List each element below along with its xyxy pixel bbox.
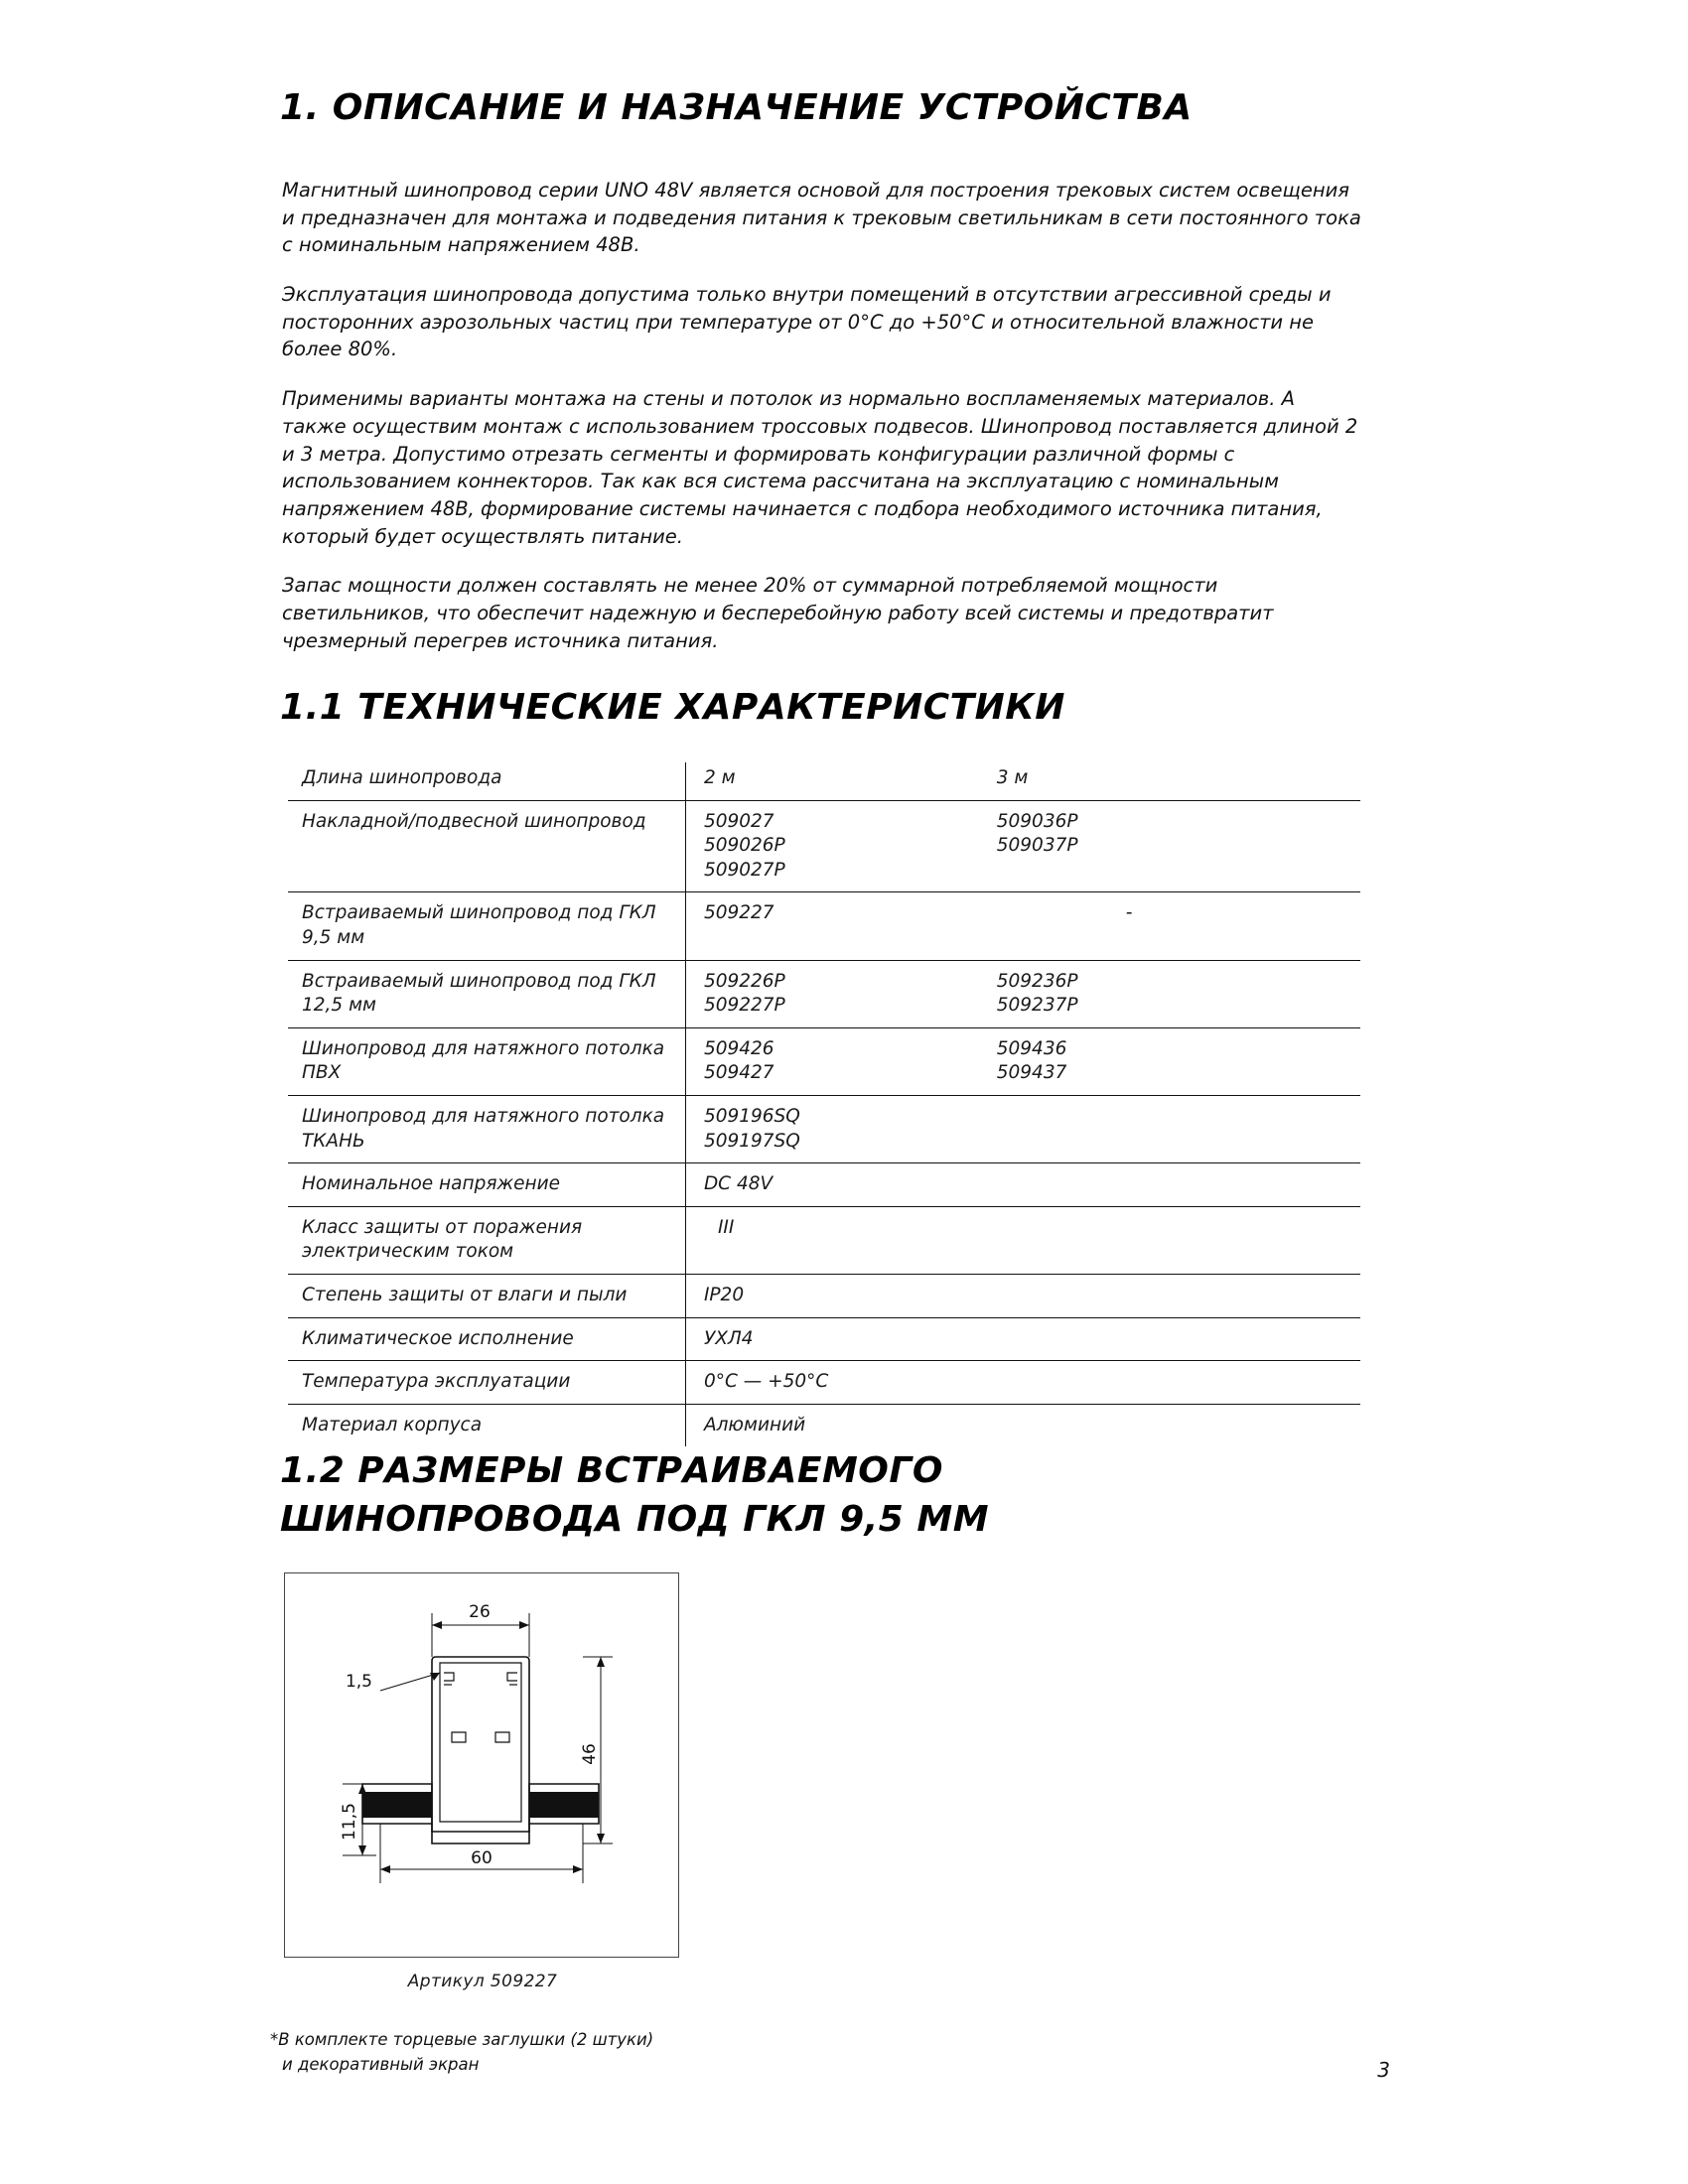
row-col1	[685, 800, 990, 892]
row-col2	[991, 892, 1360, 960]
row-col1	[685, 1163, 990, 1207]
value-line: 509237Р	[996, 995, 1078, 1017]
dim-26-label: 26	[469, 1602, 491, 1622]
table-row	[288, 1317, 1360, 1361]
page-number: 3	[1377, 2058, 1390, 2082]
row-label: Степень защиты от влаги и пыли	[288, 1274, 685, 1317]
table-row	[288, 1404, 1360, 1446]
row-label: Шинопровод для натяжного потолка ТКАНЬ	[288, 1095, 685, 1162]
table-row	[288, 800, 1360, 892]
value-line: 509437	[996, 1062, 1067, 1084]
value-line: 509036Р	[996, 810, 1078, 832]
row-label: Номинальное напряжение	[288, 1163, 685, 1207]
row-col2	[991, 1361, 1360, 1405]
value-line: IP20	[703, 1284, 745, 1305]
row-col2	[991, 800, 1360, 892]
value-line: 509236Р	[996, 970, 1078, 992]
table-row	[288, 1274, 1360, 1317]
row-col2	[991, 1095, 1360, 1162]
row-col2	[991, 960, 1360, 1027]
row-col1	[685, 1206, 990, 1274]
dim-1-5-label: 1,5	[345, 1672, 372, 1692]
value-line: 509227Р	[703, 995, 785, 1017]
dim-11-5-label: 11,5	[340, 1803, 359, 1841]
value-line: 509197SQ	[703, 1130, 800, 1152]
dimensions-title-line1: 1.2 РАЗМЕРЫ ВСТРАИВАЕМОГО	[280, 1450, 943, 1491]
row-label: Встраиваемый шинопровод под ГКЛ 12,5 мм	[288, 960, 685, 1027]
value-line: УХЛ4	[703, 1327, 754, 1349]
row-col2	[991, 1206, 1360, 1274]
row-label: Встраиваемый шинопровод под ГКЛ 9,5 мм	[288, 892, 685, 960]
table-header-label: Длина шинопровода	[288, 762, 685, 800]
row-col2	[991, 1274, 1360, 1317]
profile-cross-section-svg	[285, 1573, 678, 1957]
value-line: 509226Р	[703, 970, 785, 992]
footnote-line-2: и декоративный экран	[282, 2054, 480, 2074]
section-title-dimensions	[280, 1447, 1035, 1544]
drawing-caption: Артикул 509227	[407, 1972, 558, 1991]
footnote	[270, 2028, 653, 2078]
paragraph-1: Магнитный шинопровод серии UNO 48V является основой для построения трековых систем освещения и предназначен для монтажа и подведения питания к трековым светильникам в сети постоянного тока с номинальным напряжением 48В.	[282, 179, 1361, 257]
row-label: Климатическое исполнение	[288, 1317, 685, 1361]
table-row	[288, 1163, 1360, 1207]
footnote-line-1: *В комплекте торцевые заглушки (2 штуки)	[270, 2030, 654, 2049]
table-header-col2: 3 м	[991, 762, 1360, 800]
row-col1	[685, 1317, 990, 1361]
table-row	[288, 1027, 1360, 1095]
page-title: 1. ОПИСАНИЕ И НАЗНАЧЕНИЕ УСТРОЙСТВА	[280, 87, 1193, 128]
value-line: 509196SQ	[703, 1105, 800, 1127]
table-header-row	[288, 762, 1360, 800]
row-col2	[991, 1317, 1360, 1361]
value-line: 509427	[703, 1062, 774, 1084]
value-line: DC 48V	[703, 1173, 774, 1195]
row-col1	[685, 960, 990, 1027]
paragraph-4: Запас мощности должен составлять не менее 20% от суммарной потребляемой мощности светильников, что обеспечит надежную и бесперебойную работу всей системы и предотвратит чрезмерный перегрев источника питания.	[282, 574, 1274, 652]
value-line: 0°С — +50°С	[703, 1371, 829, 1393]
dim-46-label: 46	[580, 1743, 600, 1765]
row-col2	[991, 1163, 1360, 1207]
table-row	[288, 960, 1360, 1027]
row-col2	[991, 1404, 1360, 1446]
value-line: 509037Р	[996, 835, 1078, 857]
row-label: Класс защиты от поражения электрическим током	[288, 1206, 685, 1274]
row-col1	[685, 1361, 990, 1405]
dimensions-title-line2: ШИНОПРОВОДА ПОД ГКЛ 9,5 ММ	[280, 1498, 990, 1540]
technical-specifications-table	[288, 762, 1360, 1446]
table-row	[288, 892, 1360, 960]
row-label: Накладной/подвесной шинопровод	[288, 800, 685, 892]
paragraph-2: Эксплуатация шинопровода допустима только внутри помещений в отсутствии агрессивной среды и посторонних аэрозольных частиц при температуре от 0°С до +50°С и относительной влажности не более 80%.	[282, 283, 1332, 361]
value-line: 509227	[703, 902, 774, 924]
row-label: Шинопровод для натяжного потолка ПВХ	[288, 1027, 685, 1095]
dimension-drawing-block	[284, 1572, 681, 1991]
value-line: 509027Р	[703, 859, 785, 881]
row-col1	[685, 1027, 990, 1095]
table-row	[288, 1095, 1360, 1162]
row-label: Материал корпуса	[302, 1414, 483, 1435]
table-row	[288, 1361, 1360, 1405]
value-line: -	[1125, 902, 1133, 924]
value-line: 509426	[703, 1037, 774, 1059]
value-line: 509027	[703, 810, 774, 832]
value-line: 509026Р	[703, 835, 785, 857]
table-header-col1: 2 м	[685, 762, 990, 800]
row-label: Температура эксплуатации	[288, 1361, 685, 1405]
table-row	[288, 1206, 1360, 1274]
row-col1	[685, 1095, 990, 1162]
row-col1	[685, 892, 990, 960]
value-line: 509436	[996, 1037, 1067, 1059]
section-title-technical-specs: 1.1 ТЕХНИЧЕСКИЕ ХАРАКТЕРИСТИКИ	[280, 687, 1065, 728]
value-line: Алюминий	[703, 1414, 806, 1435]
row-col1	[685, 1274, 990, 1317]
dim-60-label: 60	[471, 1848, 492, 1868]
dimension-drawing	[284, 1572, 679, 1958]
value-line: III	[717, 1216, 735, 1238]
row-col2	[991, 1027, 1360, 1095]
intro-paragraphs	[282, 177, 1364, 676]
row-col1	[685, 1404, 990, 1446]
paragraph-3: Применимы варианты монтажа на стены и потолок из нормально воспламеняемых материалов. А также осуществим монтаж с использованием троссовых подвесов. Шинопровод поставляется длиной 2 и 3 метра. Допустимо отрезать сегменты и формировать конфигурации различной формы с использованием коннекторов. Так как вся система рассчитана на эксплуатацию с номинальным напряжением 48В, формирование системы начинается с подбора необходимого источника питания, который будет осуществлять питание.	[282, 387, 1358, 548]
